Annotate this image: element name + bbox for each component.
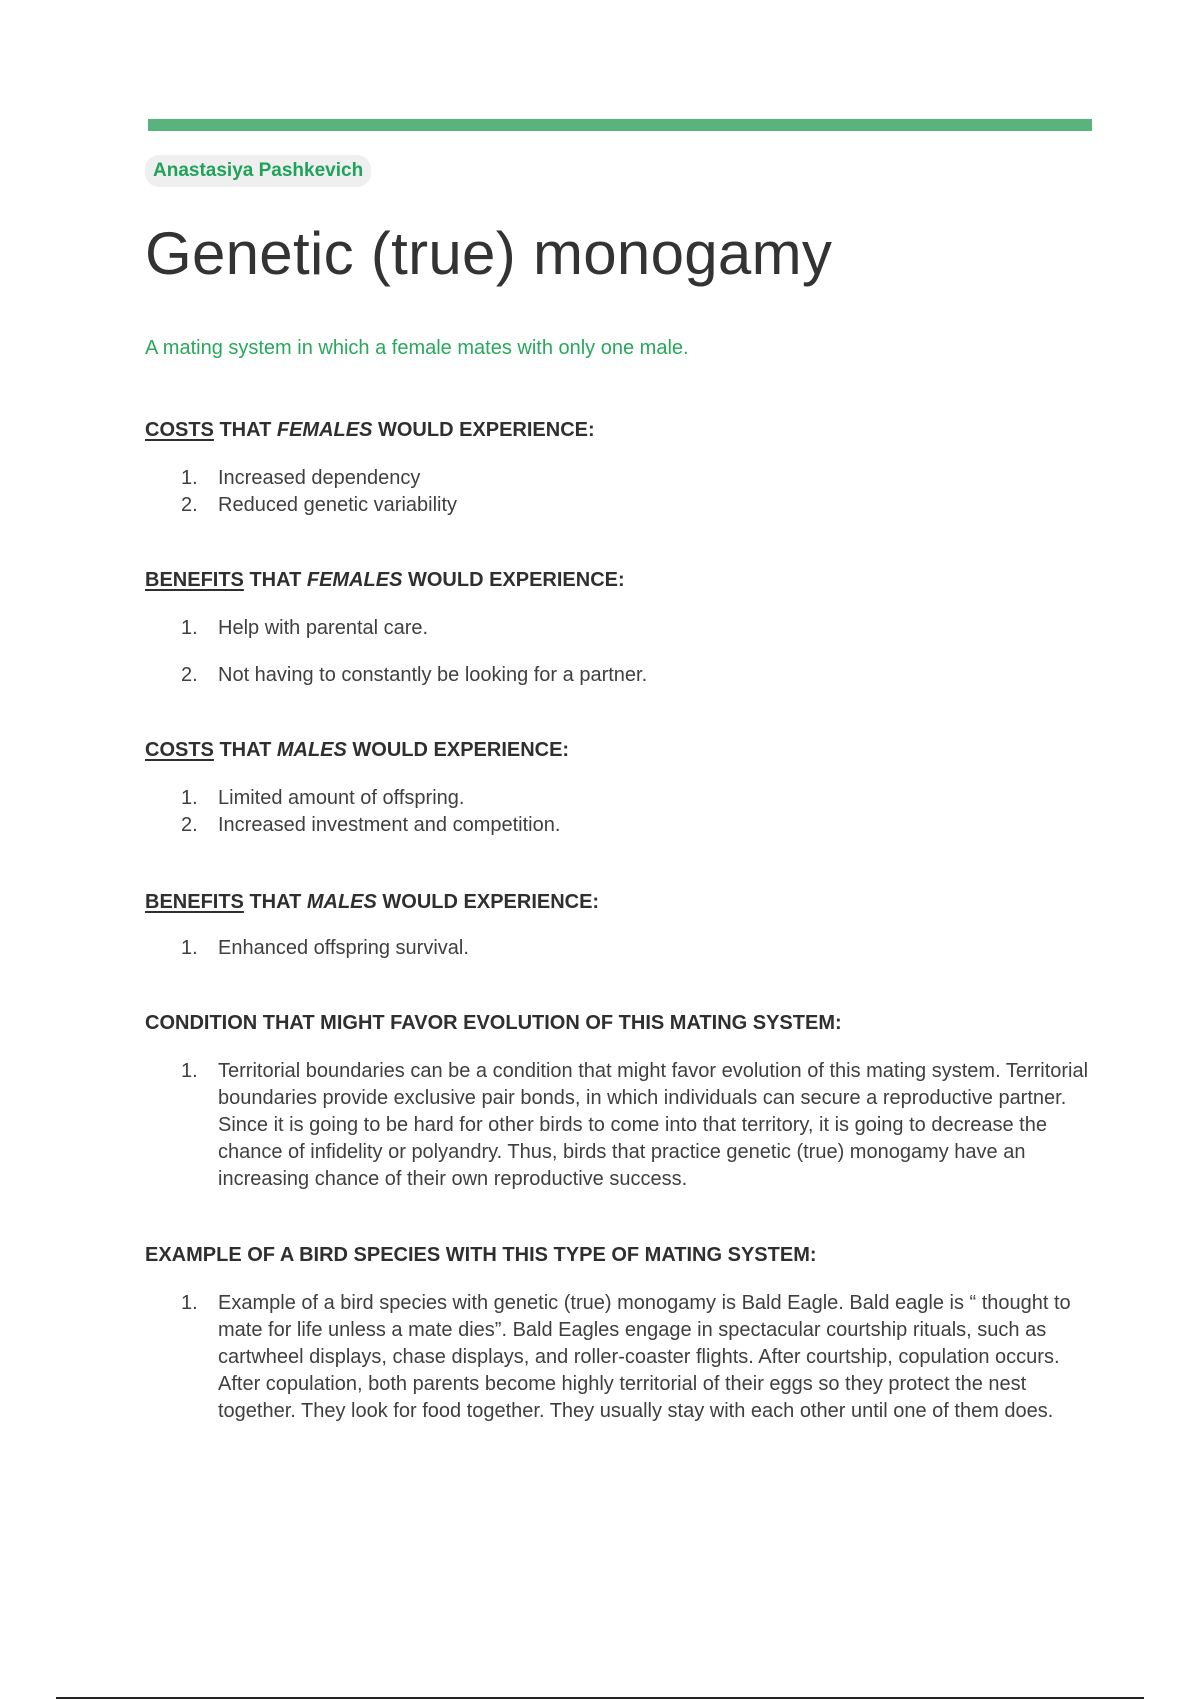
list-item: 1. Territorial boundaries can be a condition that might favor evolution of this mating system. Territorial boundaries provide exclusive pair bonds, in which individuals can secure a reproductive partner. Since it is going to be hard for other birds to come into that territory, it is going to decrease the chance of infidelity or polyandry. Thus, birds that practice genetic (true) monogamy have an increasing chance of their own reproductive success. — [181, 1060, 1089, 1190]
section-heading: COSTS THAT MALES WOULD EXPERIENCE: — [145, 739, 570, 761]
list-item: 1. Example of a bird species with genetic (true) monogamy is Bald Eagle. Bald eagle is “ thought to mate for life unless a mate dies”. Bald Eagles engage in spectacular courtship rituals, such as cartwheel displays, chase displays, and roller-coaster flights. After courtship, copulation occurs. After copulation, both parents become highly territorial of their eggs so they protect the nest together. They look for food together. They usually stay with each other until one of them does. — [181, 1292, 1071, 1422]
section-heading: BENEFITS THAT MALES WOULD EXPERIENCE: — [145, 891, 600, 913]
section-costs-males — [145, 737, 1090, 839]
list-item: 2. Not having to constantly be looking for a partner. — [181, 664, 648, 686]
example-list — [145, 1290, 1090, 1425]
section-heading: COSTS THAT FEMALES WOULD EXPERIENCE: — [145, 419, 595, 441]
list-item: 2. Increased investment and competition. — [181, 814, 561, 836]
bottom-rule — [56, 1697, 1144, 1699]
section-benefits-males — [145, 889, 1090, 962]
benefits-females-list — [145, 615, 1090, 689]
section-heading: BENEFITS THAT FEMALES WOULD EXPERIENCE: — [145, 569, 625, 591]
costs-females-list — [145, 465, 1090, 519]
list-item: 1. Limited amount of offspring. — [181, 787, 465, 809]
list-item: 1. Enhanced offspring survival. — [181, 937, 469, 959]
benefits-males-list — [145, 935, 1090, 962]
page-title: Genetic (true) monogamy — [145, 220, 833, 287]
section-condition — [145, 1010, 1090, 1193]
top-accent-rule — [148, 119, 1092, 131]
list-item: 1. Help with parental care. — [181, 617, 429, 639]
list-item: 2. Reduced genetic variability — [181, 494, 458, 516]
section-costs-females — [145, 417, 1090, 519]
condition-list — [145, 1058, 1090, 1193]
section-heading: CONDITION THAT MIGHT FAVOR EVOLUTION OF THIS MATING SYSTEM: — [145, 1012, 842, 1034]
list-item: 1. Increased dependency — [181, 467, 421, 489]
costs-males-list — [145, 785, 1090, 839]
definition-subtitle: A mating system in which a female mates with only one male. — [145, 337, 689, 359]
author-tag: Anastasiya Pashkevich — [145, 155, 371, 187]
section-example — [145, 1242, 1090, 1425]
section-heading: EXAMPLE OF A BIRD SPECIES WITH THIS TYPE OF MATING SYSTEM: — [145, 1244, 817, 1266]
section-benefits-females — [145, 567, 1090, 689]
